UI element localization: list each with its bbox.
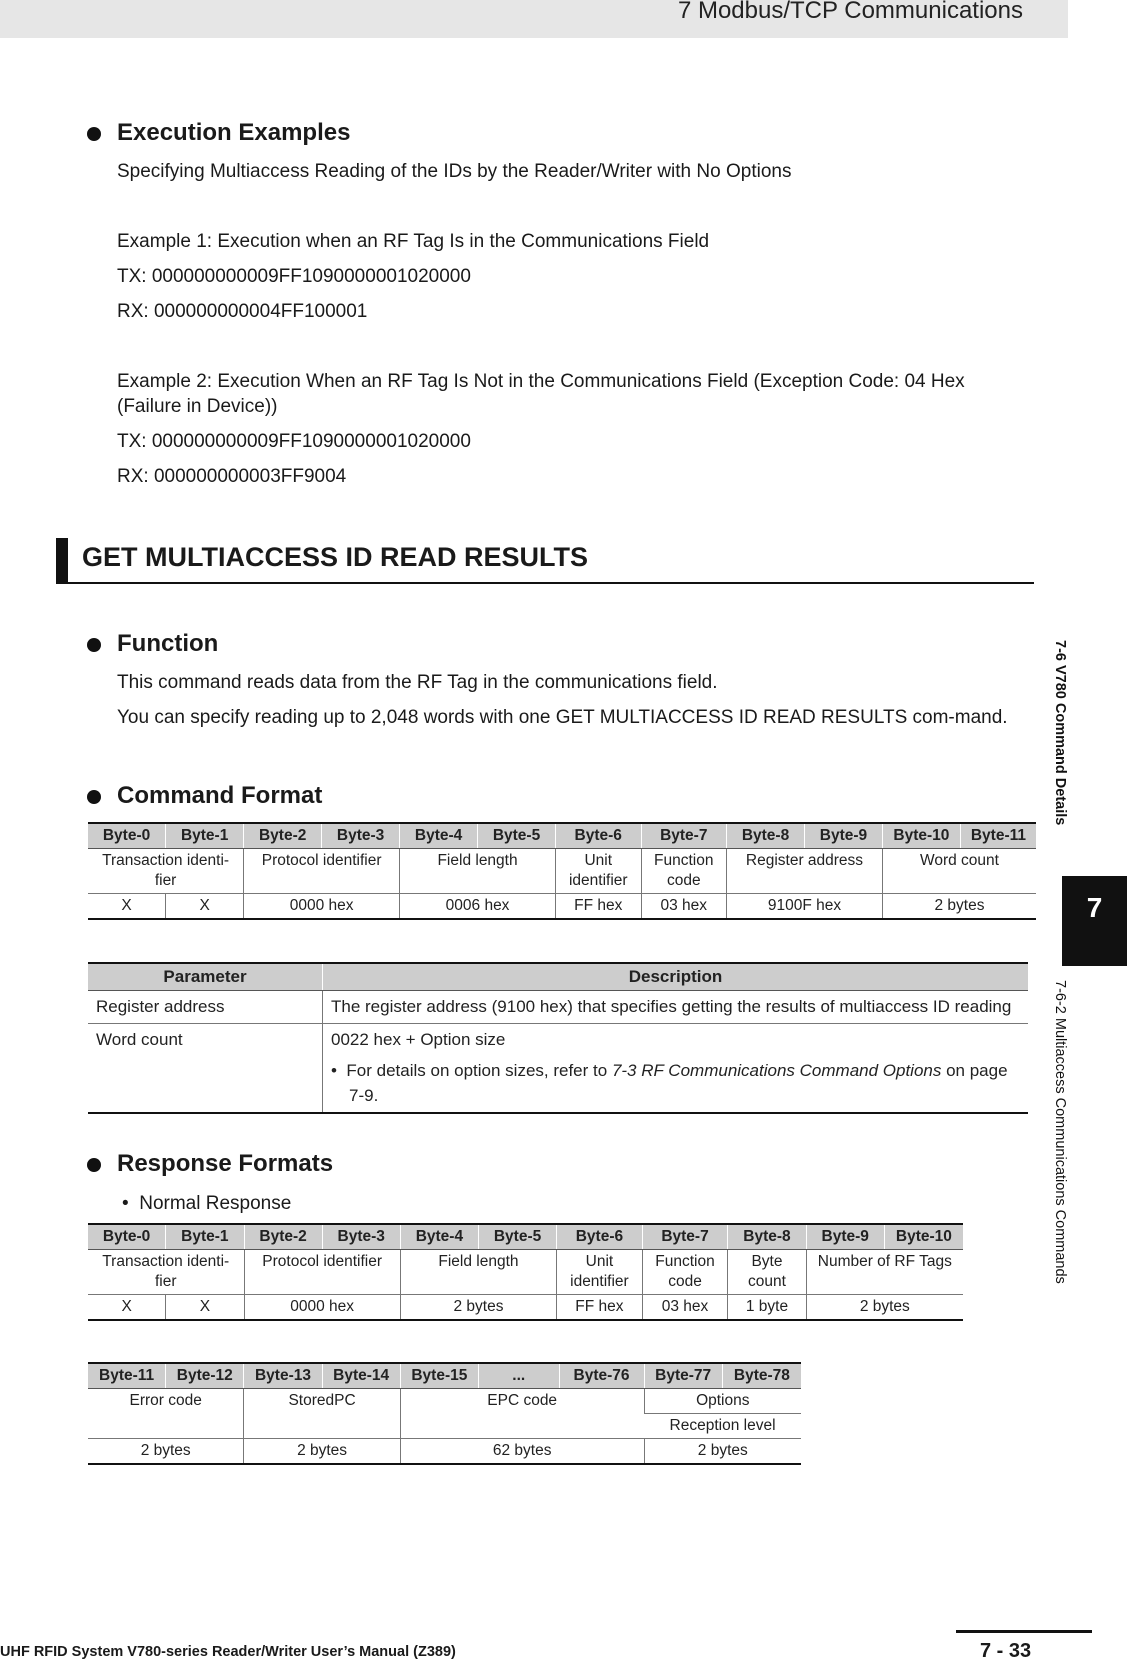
response-table-2 — [88, 1362, 801, 1465]
field-value: 03 hex — [642, 1295, 728, 1321]
section-title: GET MULTIACCESS ID READ RESULTS — [82, 542, 589, 572]
parameter-table — [88, 962, 1028, 1114]
exec-heading: Execution Examples — [117, 119, 351, 146]
byte-header: Byte-5 — [478, 823, 556, 849]
byte-header: Byte-4 — [400, 823, 478, 849]
field-value: 2 bytes — [806, 1295, 963, 1321]
byte-header: Byte-0 — [88, 823, 166, 849]
byte-header: Byte-3 — [322, 1224, 400, 1250]
bullet-icon — [87, 1158, 101, 1172]
bullet-icon — [87, 790, 101, 804]
example1-title: Example 1: Execution when an RF Tag Is in the Communications Field — [117, 231, 710, 252]
field-name: Field length — [400, 1250, 556, 1295]
byte-header: Byte-4 — [400, 1224, 478, 1250]
option-size-note: • For details on option sizes, refer to 7-3 RF Communications Command Options on page 7-9. — [331, 1061, 1008, 1105]
byte-header: Byte-6 — [556, 823, 642, 849]
byte-header: Byte-2 — [244, 1224, 322, 1250]
field-value: X — [166, 1295, 244, 1321]
side-subsection-label: 7-6-2 Multiaccess Communications Commands — [1052, 980, 1068, 1284]
function-heading: Function — [117, 630, 219, 657]
field-name: StoredPC — [244, 1389, 400, 1439]
normal-response-text: Normal Response — [139, 1193, 292, 1214]
field-name: Reception level — [669, 1417, 776, 1434]
byte-header: Byte-10 — [882, 823, 960, 849]
field-value: X — [88, 1295, 166, 1321]
bullet-icon — [87, 127, 101, 141]
field-value: 0000 hex — [244, 1295, 400, 1321]
field-name: Unit identifier — [557, 1250, 643, 1295]
byte-header: Byte-10 — [884, 1224, 963, 1250]
field-value: 9100F hex — [727, 894, 883, 920]
field-name: Error code — [129, 1392, 202, 1409]
field-value: 62 bytes — [400, 1439, 644, 1465]
word-count-desc: 0022 hex + Option size — [331, 1030, 506, 1049]
field-name: Function code — [642, 1250, 728, 1295]
field-value: X — [88, 894, 166, 920]
byte-header: Byte-76 — [559, 1363, 644, 1389]
command-heading: Command Format — [117, 782, 323, 809]
param-desc — [323, 1024, 1029, 1114]
example1-tx: TX: 000000000009FF1090000001020000 — [117, 266, 471, 287]
note-text: For details on option sizes, refer to — [346, 1061, 612, 1080]
byte-header: Byte-12 — [166, 1363, 244, 1389]
field-name: Protocol identifier — [244, 1250, 400, 1295]
page-number: 7 - 33 — [980, 1640, 1032, 1662]
byte-header: Byte-15 — [400, 1363, 478, 1389]
field-value: FF hex — [557, 1295, 643, 1321]
example1-rx: RX: 000000000004FF100001 — [117, 301, 368, 322]
field-name: Transaction identi-fier — [102, 852, 230, 889]
chapter-tab: 7 — [1062, 876, 1127, 966]
field-value: 0000 hex — [244, 894, 400, 920]
field-name: Word count — [882, 849, 1036, 894]
byte-header: Byte-7 — [641, 823, 727, 849]
field-name: Byte count — [728, 1250, 806, 1295]
function-p1: This command reads data from the RF Tag in the communications field. — [117, 672, 718, 693]
param-name: Register address — [88, 991, 323, 1024]
byte-header: Byte-1 — [166, 1224, 244, 1250]
byte-header: ... — [478, 1363, 559, 1389]
example2-title: Example 2: Execution When an RF Tag Is Not in the Communications Field (Exception Code: 04 Hex (Failure in Device)) — [117, 371, 965, 417]
command-format-table — [88, 822, 1036, 920]
exec-intro: Specifying Multiaccess Reading of the IDs by the Reader/Writer with No Options — [117, 161, 792, 182]
note-text: on page 7-9. — [349, 1061, 1008, 1105]
section-header — [56, 538, 1034, 584]
byte-header: Byte-78 — [722, 1363, 801, 1389]
field-name: Transaction identi-fier — [102, 1253, 230, 1290]
field-value: 0006 hex — [400, 894, 556, 920]
byte-header: Byte-6 — [557, 1224, 643, 1250]
page-header — [0, 0, 1068, 38]
param-col-header: Parameter — [88, 963, 323, 991]
param-name: Word count — [88, 1024, 323, 1114]
normal-response-label: • Normal Response — [122, 1193, 292, 1214]
chapter-title: 7 Modbus/TCP Communications — [677, 0, 1023, 24]
byte-header: Byte-5 — [478, 1224, 556, 1250]
byte-header: Byte-8 — [728, 1224, 806, 1250]
section-bar — [56, 538, 68, 582]
byte-header: Byte-7 — [642, 1224, 728, 1250]
byte-header: Byte-77 — [644, 1363, 722, 1389]
byte-header: Byte-9 — [804, 823, 882, 849]
field-value: 2 bytes — [400, 1295, 556, 1321]
field-name: Register address — [727, 849, 883, 894]
field-value: 2 bytes — [644, 1439, 801, 1465]
example2-rx: RX: 000000000003FF9004 — [117, 466, 347, 487]
field-name: Protocol identifier — [244, 849, 400, 894]
field-value: FF hex — [556, 894, 642, 920]
field-name: Unit identifier — [556, 849, 642, 894]
byte-header: Byte-0 — [88, 1224, 166, 1250]
example2-tx: TX: 000000000009FF1090000001020000 — [117, 431, 471, 452]
footer-manual-title: UHF RFID System V780-series Reader/Writer User’s Manual (Z389) — [0, 1644, 456, 1660]
byte-header: Byte-14 — [322, 1363, 400, 1389]
byte-header: Byte-13 — [244, 1363, 322, 1389]
field-name: Field length — [400, 849, 556, 894]
byte-header: Byte-1 — [166, 823, 244, 849]
field-name: Number of RF Tags — [806, 1250, 963, 1295]
byte-header: Byte-11 — [88, 1363, 166, 1389]
field-name: Options — [644, 1389, 801, 1414]
response-table-1 — [88, 1223, 963, 1321]
cross-reference-link[interactable]: 7-3 RF Communications Command Options — [611, 1061, 942, 1080]
field-value: 1 byte — [728, 1295, 806, 1321]
desc-col-header: Description — [323, 963, 1029, 991]
field-name: Function code — [641, 849, 727, 894]
field-value: X — [166, 894, 244, 920]
byte-header: Byte-9 — [806, 1224, 884, 1250]
function-p2: You can specify reading up to 2,048 words with one GET MULTIACCESS ID READ RESULTS com-mand. — [117, 707, 1008, 728]
byte-header: Byte-11 — [960, 823, 1036, 849]
page-number-box — [956, 1630, 1092, 1662]
field-value: 2 bytes — [882, 894, 1036, 920]
field-value: 2 bytes — [244, 1439, 400, 1465]
side-section-label: 7-6 V780 Command Details — [1052, 640, 1068, 826]
param-desc: The register address (9100 hex) that specifies getting the results of multiaccess ID reading — [323, 991, 1029, 1024]
field-value: 03 hex — [641, 894, 727, 920]
byte-header: Byte-3 — [322, 823, 400, 849]
field-value: 2 bytes — [88, 1439, 244, 1465]
response-heading: Response Formats — [117, 1150, 334, 1177]
byte-header: Byte-2 — [244, 823, 322, 849]
field-name: EPC code — [400, 1389, 644, 1439]
byte-header: Byte-8 — [727, 823, 805, 849]
bullet-icon — [87, 638, 101, 652]
